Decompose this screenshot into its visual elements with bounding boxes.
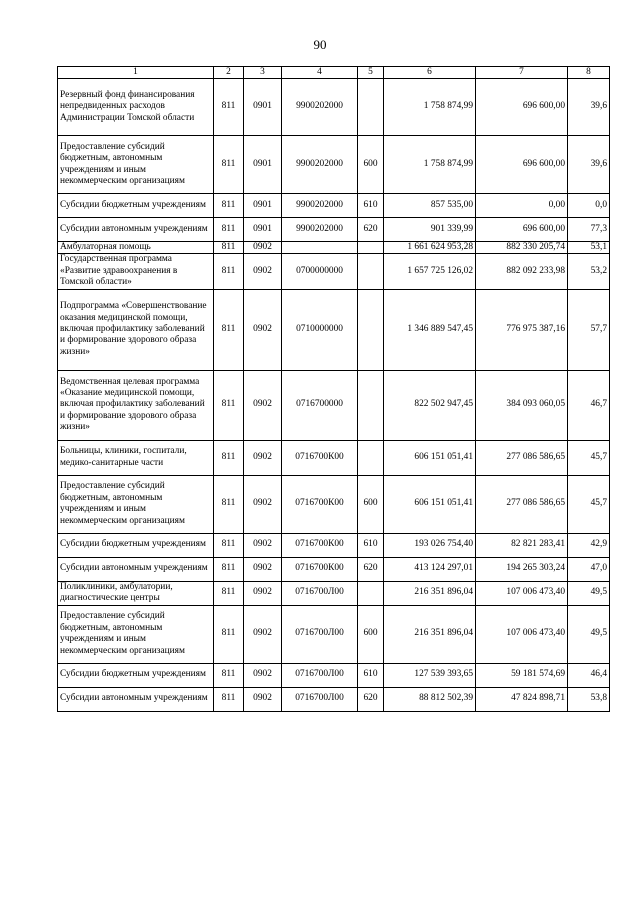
row-type-cell: 600 bbox=[358, 136, 384, 194]
row-percent-cell: 39,6 bbox=[568, 136, 610, 194]
row-name-cell: Больницы, клиники, госпитали, медико-санитарные части bbox=[58, 440, 214, 475]
row-code-cell: 811 bbox=[214, 136, 244, 194]
row-type-cell bbox=[358, 242, 384, 254]
table-header-row bbox=[58, 67, 610, 79]
row-percent-cell: 77,3 bbox=[568, 218, 610, 242]
row-target-cell: 9900202000 bbox=[282, 194, 358, 218]
row-target-cell: 0716700Л00 bbox=[282, 581, 358, 605]
table-row bbox=[58, 475, 610, 533]
row-percent-cell: 53,8 bbox=[568, 687, 610, 711]
row-percent-cell: 53,1 bbox=[568, 242, 610, 254]
row-name-cell: Субсидии бюджетным учреждениям bbox=[58, 533, 214, 557]
row-actual-amount-cell: 277 086 586,65 bbox=[476, 475, 568, 533]
row-planned-amount-cell: 1 346 889 547,45 bbox=[384, 289, 476, 370]
row-type-cell bbox=[358, 440, 384, 475]
row-planned-amount-cell: 1 758 874,99 bbox=[384, 79, 476, 136]
header-cell: 8 bbox=[568, 67, 610, 79]
table-row bbox=[58, 440, 610, 475]
table-row bbox=[58, 79, 610, 136]
table-row bbox=[58, 370, 610, 440]
row-percent-cell: 0,0 bbox=[568, 194, 610, 218]
row-code-cell: 811 bbox=[214, 194, 244, 218]
row-name-cell: Предоставление субсидий бюджетным, автономным учреждениям и иным некоммерческим организациям bbox=[58, 136, 214, 194]
row-section-cell: 0902 bbox=[244, 533, 282, 557]
budget-table bbox=[57, 66, 610, 712]
table-row bbox=[58, 194, 610, 218]
row-type-cell: 610 bbox=[358, 663, 384, 687]
row-type-cell: 610 bbox=[358, 533, 384, 557]
row-target-cell: 0716700К00 bbox=[282, 557, 358, 581]
row-type-cell: 610 bbox=[358, 194, 384, 218]
row-target-cell: 0716700000 bbox=[282, 370, 358, 440]
row-name-cell: Ведомственная целевая программа «Оказание медицинской помощи, включая профилактику заболеваний и формирование здорового образа жизни» bbox=[58, 370, 214, 440]
row-planned-amount-cell: 1 661 624 953,28 bbox=[384, 242, 476, 254]
row-planned-amount-cell: 606 151 051,41 bbox=[384, 475, 476, 533]
row-planned-amount-cell: 1 758 874,99 bbox=[384, 136, 476, 194]
row-code-cell: 811 bbox=[214, 218, 244, 242]
table-row bbox=[58, 289, 610, 370]
row-actual-amount-cell: 696 600,00 bbox=[476, 136, 568, 194]
row-target-cell: 9900202000 bbox=[282, 79, 358, 136]
row-actual-amount-cell: 882 092 233,98 bbox=[476, 254, 568, 289]
row-section-cell: 0902 bbox=[244, 440, 282, 475]
table-row bbox=[58, 581, 610, 605]
row-code-cell: 811 bbox=[214, 370, 244, 440]
row-planned-amount-cell: 901 339,99 bbox=[384, 218, 476, 242]
row-percent-cell: 45,7 bbox=[568, 440, 610, 475]
row-type-cell: 620 bbox=[358, 218, 384, 242]
row-section-cell: 0902 bbox=[244, 475, 282, 533]
table-row bbox=[58, 605, 610, 663]
row-type-cell bbox=[358, 254, 384, 289]
row-section-cell: 0901 bbox=[244, 136, 282, 194]
row-planned-amount-cell: 88 812 502,39 bbox=[384, 687, 476, 711]
row-planned-amount-cell: 127 539 393,65 bbox=[384, 663, 476, 687]
table-row bbox=[58, 663, 610, 687]
table-row bbox=[58, 218, 610, 242]
row-planned-amount-cell: 216 351 896,04 bbox=[384, 605, 476, 663]
table-row bbox=[58, 242, 610, 254]
row-target-cell: 0716700Л00 bbox=[282, 663, 358, 687]
row-planned-amount-cell: 193 026 754,40 bbox=[384, 533, 476, 557]
row-percent-cell: 47,0 bbox=[568, 557, 610, 581]
row-section-cell: 0902 bbox=[244, 581, 282, 605]
row-type-cell bbox=[358, 370, 384, 440]
header-cell: 1 bbox=[58, 67, 214, 79]
row-actual-amount-cell: 107 006 473,40 bbox=[476, 605, 568, 663]
row-section-cell: 0902 bbox=[244, 557, 282, 581]
row-target-cell: 0716700К00 bbox=[282, 533, 358, 557]
row-target-cell: 0716700К00 bbox=[282, 440, 358, 475]
row-name-cell: Подпрограмма «Совершенствование оказания медицинской помощи, включая профилактику заболеваний и формирование здорового образа жизни» bbox=[58, 289, 214, 370]
row-section-cell: 0902 bbox=[244, 370, 282, 440]
row-code-cell: 811 bbox=[214, 242, 244, 254]
row-type-cell: 620 bbox=[358, 557, 384, 581]
row-percent-cell: 46,7 bbox=[568, 370, 610, 440]
row-actual-amount-cell: 696 600,00 bbox=[476, 218, 568, 242]
row-percent-cell: 39,6 bbox=[568, 79, 610, 136]
row-code-cell: 811 bbox=[214, 687, 244, 711]
row-type-cell: 600 bbox=[358, 605, 384, 663]
row-planned-amount-cell: 606 151 051,41 bbox=[384, 440, 476, 475]
row-actual-amount-cell: 47 824 898,71 bbox=[476, 687, 568, 711]
row-name-cell: Субсидии бюджетным учреждениям bbox=[58, 663, 214, 687]
row-name-cell: Резервный фонд финансирования непредвиденных расходов Администрации Томской области bbox=[58, 79, 214, 136]
row-section-cell: 0902 bbox=[244, 663, 282, 687]
row-planned-amount-cell: 1 657 725 126,02 bbox=[384, 254, 476, 289]
row-actual-amount-cell: 194 265 303,24 bbox=[476, 557, 568, 581]
row-actual-amount-cell: 696 600,00 bbox=[476, 79, 568, 136]
header-cell: 6 bbox=[384, 67, 476, 79]
row-name-cell: Государственная программа «Развитие здравоохранения в Томской области» bbox=[58, 254, 214, 289]
row-percent-cell: 46,4 bbox=[568, 663, 610, 687]
row-section-cell: 0902 bbox=[244, 687, 282, 711]
row-actual-amount-cell: 882 330 205,74 bbox=[476, 242, 568, 254]
row-section-cell: 0901 bbox=[244, 218, 282, 242]
row-percent-cell: 45,7 bbox=[568, 475, 610, 533]
row-code-cell: 811 bbox=[214, 605, 244, 663]
row-planned-amount-cell: 857 535,00 bbox=[384, 194, 476, 218]
row-section-cell: 0902 bbox=[244, 605, 282, 663]
row-actual-amount-cell: 384 093 060,05 bbox=[476, 370, 568, 440]
header-cell: 2 bbox=[214, 67, 244, 79]
row-target-cell: 0710000000 bbox=[282, 289, 358, 370]
row-name-cell: Поликлиники, амбулатории, диагностические центры bbox=[58, 581, 214, 605]
header-cell: 5 bbox=[358, 67, 384, 79]
row-section-cell: 0902 bbox=[244, 289, 282, 370]
row-planned-amount-cell: 216 351 896,04 bbox=[384, 581, 476, 605]
row-percent-cell: 49,5 bbox=[568, 605, 610, 663]
row-name-cell: Предоставление субсидий бюджетным, автономным учреждениям и иным некоммерческим организациям bbox=[58, 605, 214, 663]
row-actual-amount-cell: 59 181 574,69 bbox=[476, 663, 568, 687]
table-row bbox=[58, 136, 610, 194]
header-cell: 7 bbox=[476, 67, 568, 79]
header-cell: 4 bbox=[282, 67, 358, 79]
row-code-cell: 811 bbox=[214, 440, 244, 475]
row-actual-amount-cell: 82 821 283,41 bbox=[476, 533, 568, 557]
row-actual-amount-cell: 107 006 473,40 bbox=[476, 581, 568, 605]
table-row bbox=[58, 557, 610, 581]
row-section-cell: 0902 bbox=[244, 242, 282, 254]
row-actual-amount-cell: 0,00 bbox=[476, 194, 568, 218]
row-type-cell: 620 bbox=[358, 687, 384, 711]
row-target-cell: 9900202000 bbox=[282, 218, 358, 242]
row-code-cell: 811 bbox=[214, 254, 244, 289]
table-row bbox=[58, 254, 610, 289]
row-percent-cell: 57,7 bbox=[568, 289, 610, 370]
row-name-cell: Амбулаторная помощь bbox=[58, 242, 214, 254]
row-target-cell: 0716700К00 bbox=[282, 475, 358, 533]
table-row bbox=[58, 687, 610, 711]
row-percent-cell: 53,2 bbox=[568, 254, 610, 289]
row-section-cell: 0901 bbox=[244, 79, 282, 136]
header-cell: 3 bbox=[244, 67, 282, 79]
row-code-cell: 811 bbox=[214, 79, 244, 136]
row-code-cell: 811 bbox=[214, 581, 244, 605]
row-section-cell: 0902 bbox=[244, 254, 282, 289]
table-row bbox=[58, 533, 610, 557]
row-percent-cell: 49,5 bbox=[568, 581, 610, 605]
row-target-cell: 9900202000 bbox=[282, 136, 358, 194]
row-code-cell: 811 bbox=[214, 533, 244, 557]
row-type-cell: 600 bbox=[358, 475, 384, 533]
row-name-cell: Субсидии автономным учреждениям bbox=[58, 687, 214, 711]
row-type-cell bbox=[358, 289, 384, 370]
row-code-cell: 811 bbox=[214, 475, 244, 533]
row-percent-cell: 42,9 bbox=[568, 533, 610, 557]
row-code-cell: 811 bbox=[214, 557, 244, 581]
row-actual-amount-cell: 776 975 387,16 bbox=[476, 289, 568, 370]
row-name-cell: Субсидии бюджетным учреждениям bbox=[58, 194, 214, 218]
row-planned-amount-cell: 413 124 297,01 bbox=[384, 557, 476, 581]
row-code-cell: 811 bbox=[214, 663, 244, 687]
page-number: 90 bbox=[313, 37, 327, 52]
row-target-cell: 0716700Л00 bbox=[282, 605, 358, 663]
row-section-cell: 0901 bbox=[244, 194, 282, 218]
row-actual-amount-cell: 277 086 586,65 bbox=[476, 440, 568, 475]
row-name-cell: Субсидии автономным учреждениям bbox=[58, 218, 214, 242]
row-code-cell: 811 bbox=[214, 289, 244, 370]
row-target-cell bbox=[282, 242, 358, 254]
row-type-cell bbox=[358, 79, 384, 136]
row-target-cell: 0700000000 bbox=[282, 254, 358, 289]
row-type-cell bbox=[358, 581, 384, 605]
row-planned-amount-cell: 822 502 947,45 bbox=[384, 370, 476, 440]
row-name-cell: Субсидии автономным учреждениям bbox=[58, 557, 214, 581]
row-name-cell: Предоставление субсидий бюджетным, автономным учреждениям и иным некоммерческим организациям bbox=[58, 475, 214, 533]
row-target-cell: 0716700Л00 bbox=[282, 687, 358, 711]
